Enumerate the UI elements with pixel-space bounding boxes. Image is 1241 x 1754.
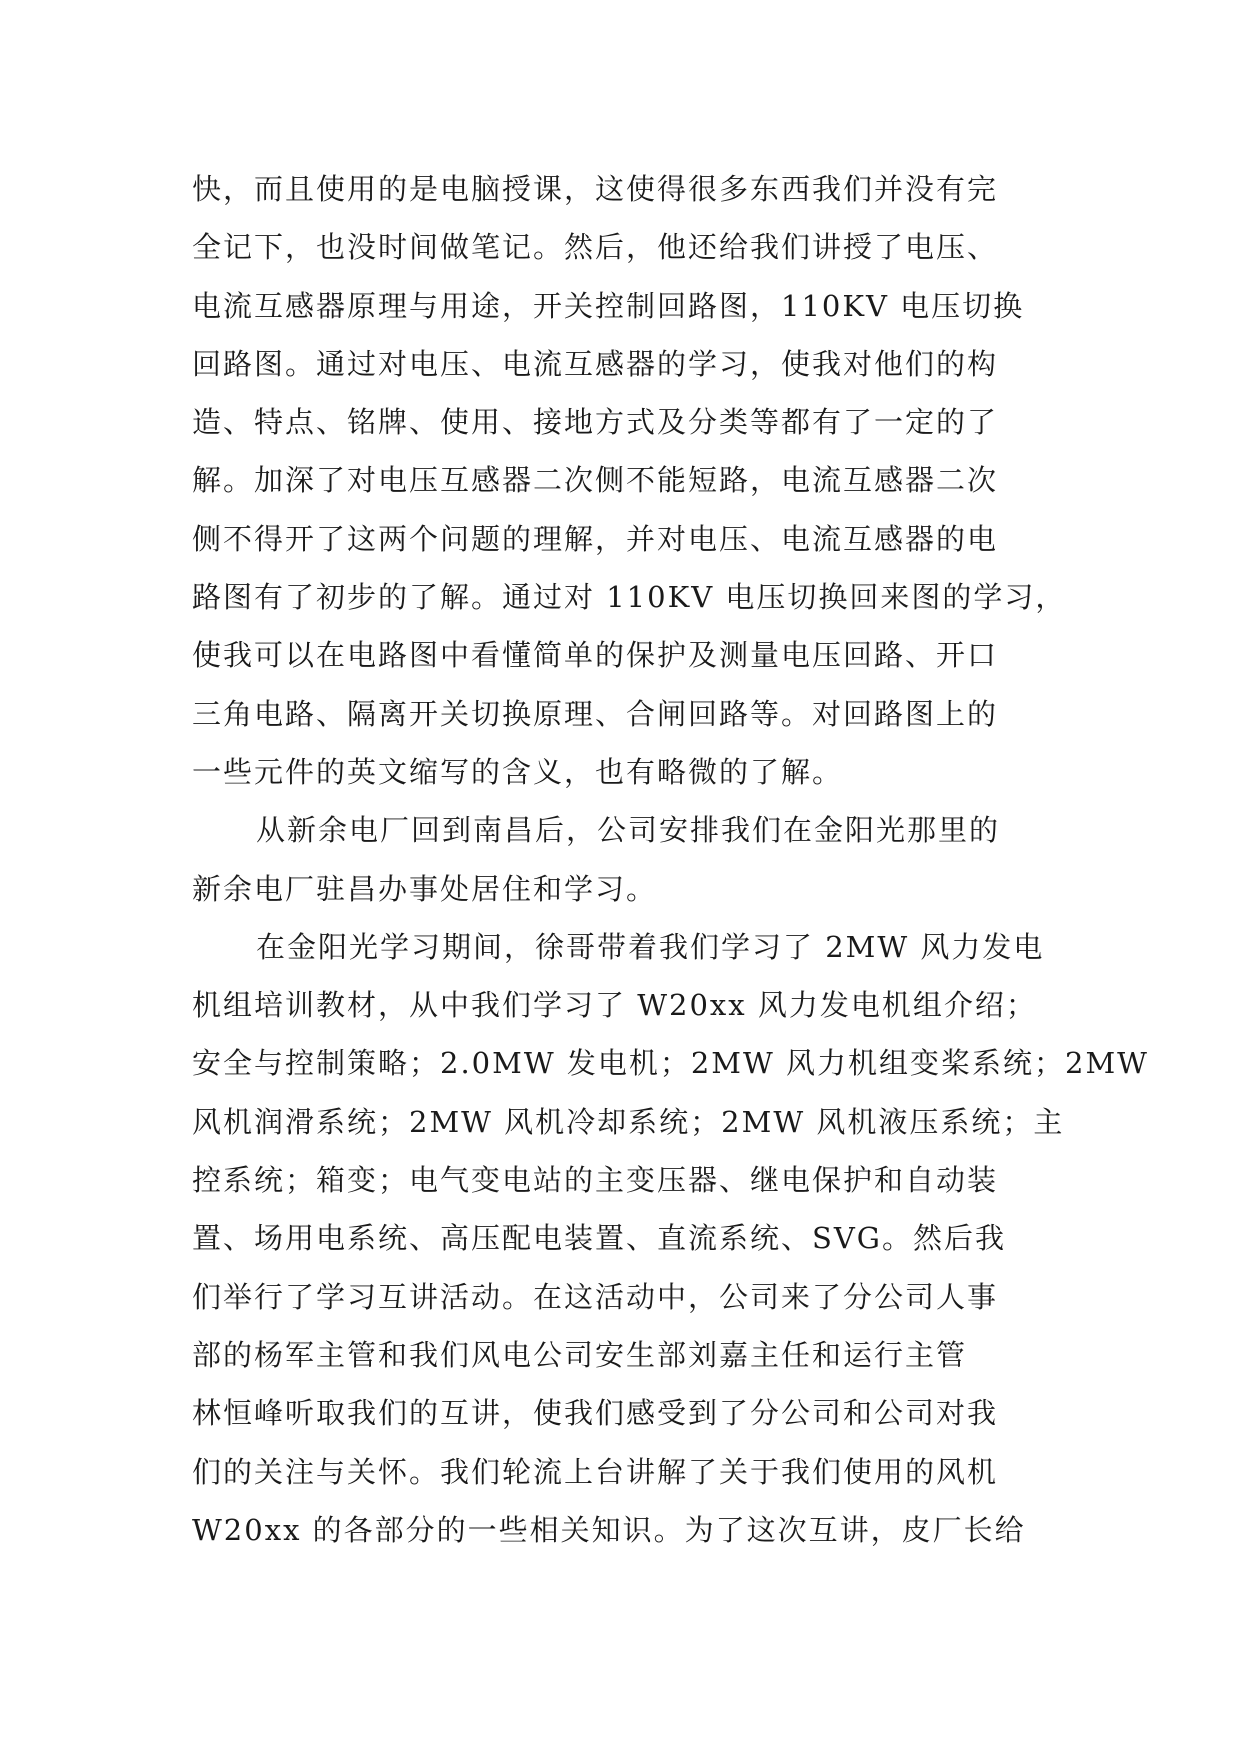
- text-line: 电流互感器原理与用途，开关控制回路图，110KV 电压切换: [192, 288, 1025, 323]
- text-line: 新余电厂驻昌办事处居住和学习。: [192, 871, 658, 906]
- body-text: [192, 160, 1149, 1559]
- text-line: 部的杨军主管和我们风电公司安生部刘嘉主任和运行主管: [192, 1337, 968, 1372]
- text-line: 控系统；箱变；电气变电站的主变压器、继电保护和自动装: [192, 1163, 999, 1198]
- text-line: 全记下，也没时间做笔记。然后，他还给我们讲授了电压、: [192, 230, 999, 265]
- text-line: 回路图。通过对电压、电流互感器的学习，使我对他们的构: [192, 346, 999, 381]
- text-line: 解。加深了对电压互感器二次侧不能短路，电流互感器二次: [192, 463, 999, 498]
- text-line: 造、特点、铭牌、使用、接地方式及分类等都有了一定的了: [192, 405, 999, 440]
- text-line: 林恒峰听取我们的互讲，使我们感受到了分公司和公司对我: [192, 1396, 999, 1431]
- text-line: 们举行了学习互讲活动。在这活动中，公司来了分公司人事: [192, 1279, 999, 1314]
- text-line: 路图有了初步的了解。通过对 110KV 电压切换回来图的学习，: [192, 580, 1067, 615]
- paragraph-start-line: 在金阳光学习期间，徐哥带着我们学习了 2MW 风力发电: [256, 929, 1045, 964]
- text-line: 使我可以在电路图中看懂简单的保护及测量电压回路、开口: [192, 638, 999, 673]
- text-line: 置、场用电系统、高压配电装置、直流系统、SVG。然后我: [192, 1221, 1006, 1256]
- text-line: 侧不得开了这两个问题的理解，并对电压、电流互感器的电: [192, 521, 999, 556]
- text-line: 一些元件的英文缩写的含义，也有略微的了解。: [192, 754, 844, 789]
- text-line: 安全与控制策略；2.0MW 发电机；2MW 风力机组变桨系统；2MW: [192, 1046, 1149, 1081]
- text-line: 风机润滑系统；2MW 风机冷却系统；2MW 风机液压系统；主: [192, 1104, 1065, 1139]
- text-line: 们的关注与关怀。我们轮流上台讲解了关于我们使用的风机: [192, 1454, 999, 1489]
- text-line: 机组培训教材，从中我们学习了 W20xx 风力发电机组介绍；: [192, 988, 1037, 1023]
- text-line: 快，而且使用的是电脑授课，这使得很多东西我们并没有完: [192, 172, 999, 206]
- text-line: 三角电路、隔离开关切换原理、合闸回路等。对回路图上的: [192, 696, 999, 731]
- paragraph-start-line: 从新余电厂回到南昌后，公司安排我们在金阳光那里的: [256, 813, 1001, 848]
- text-line: W20xx 的各部分的一些相关知识。为了这次互讲，皮厂长给: [192, 1512, 1026, 1547]
